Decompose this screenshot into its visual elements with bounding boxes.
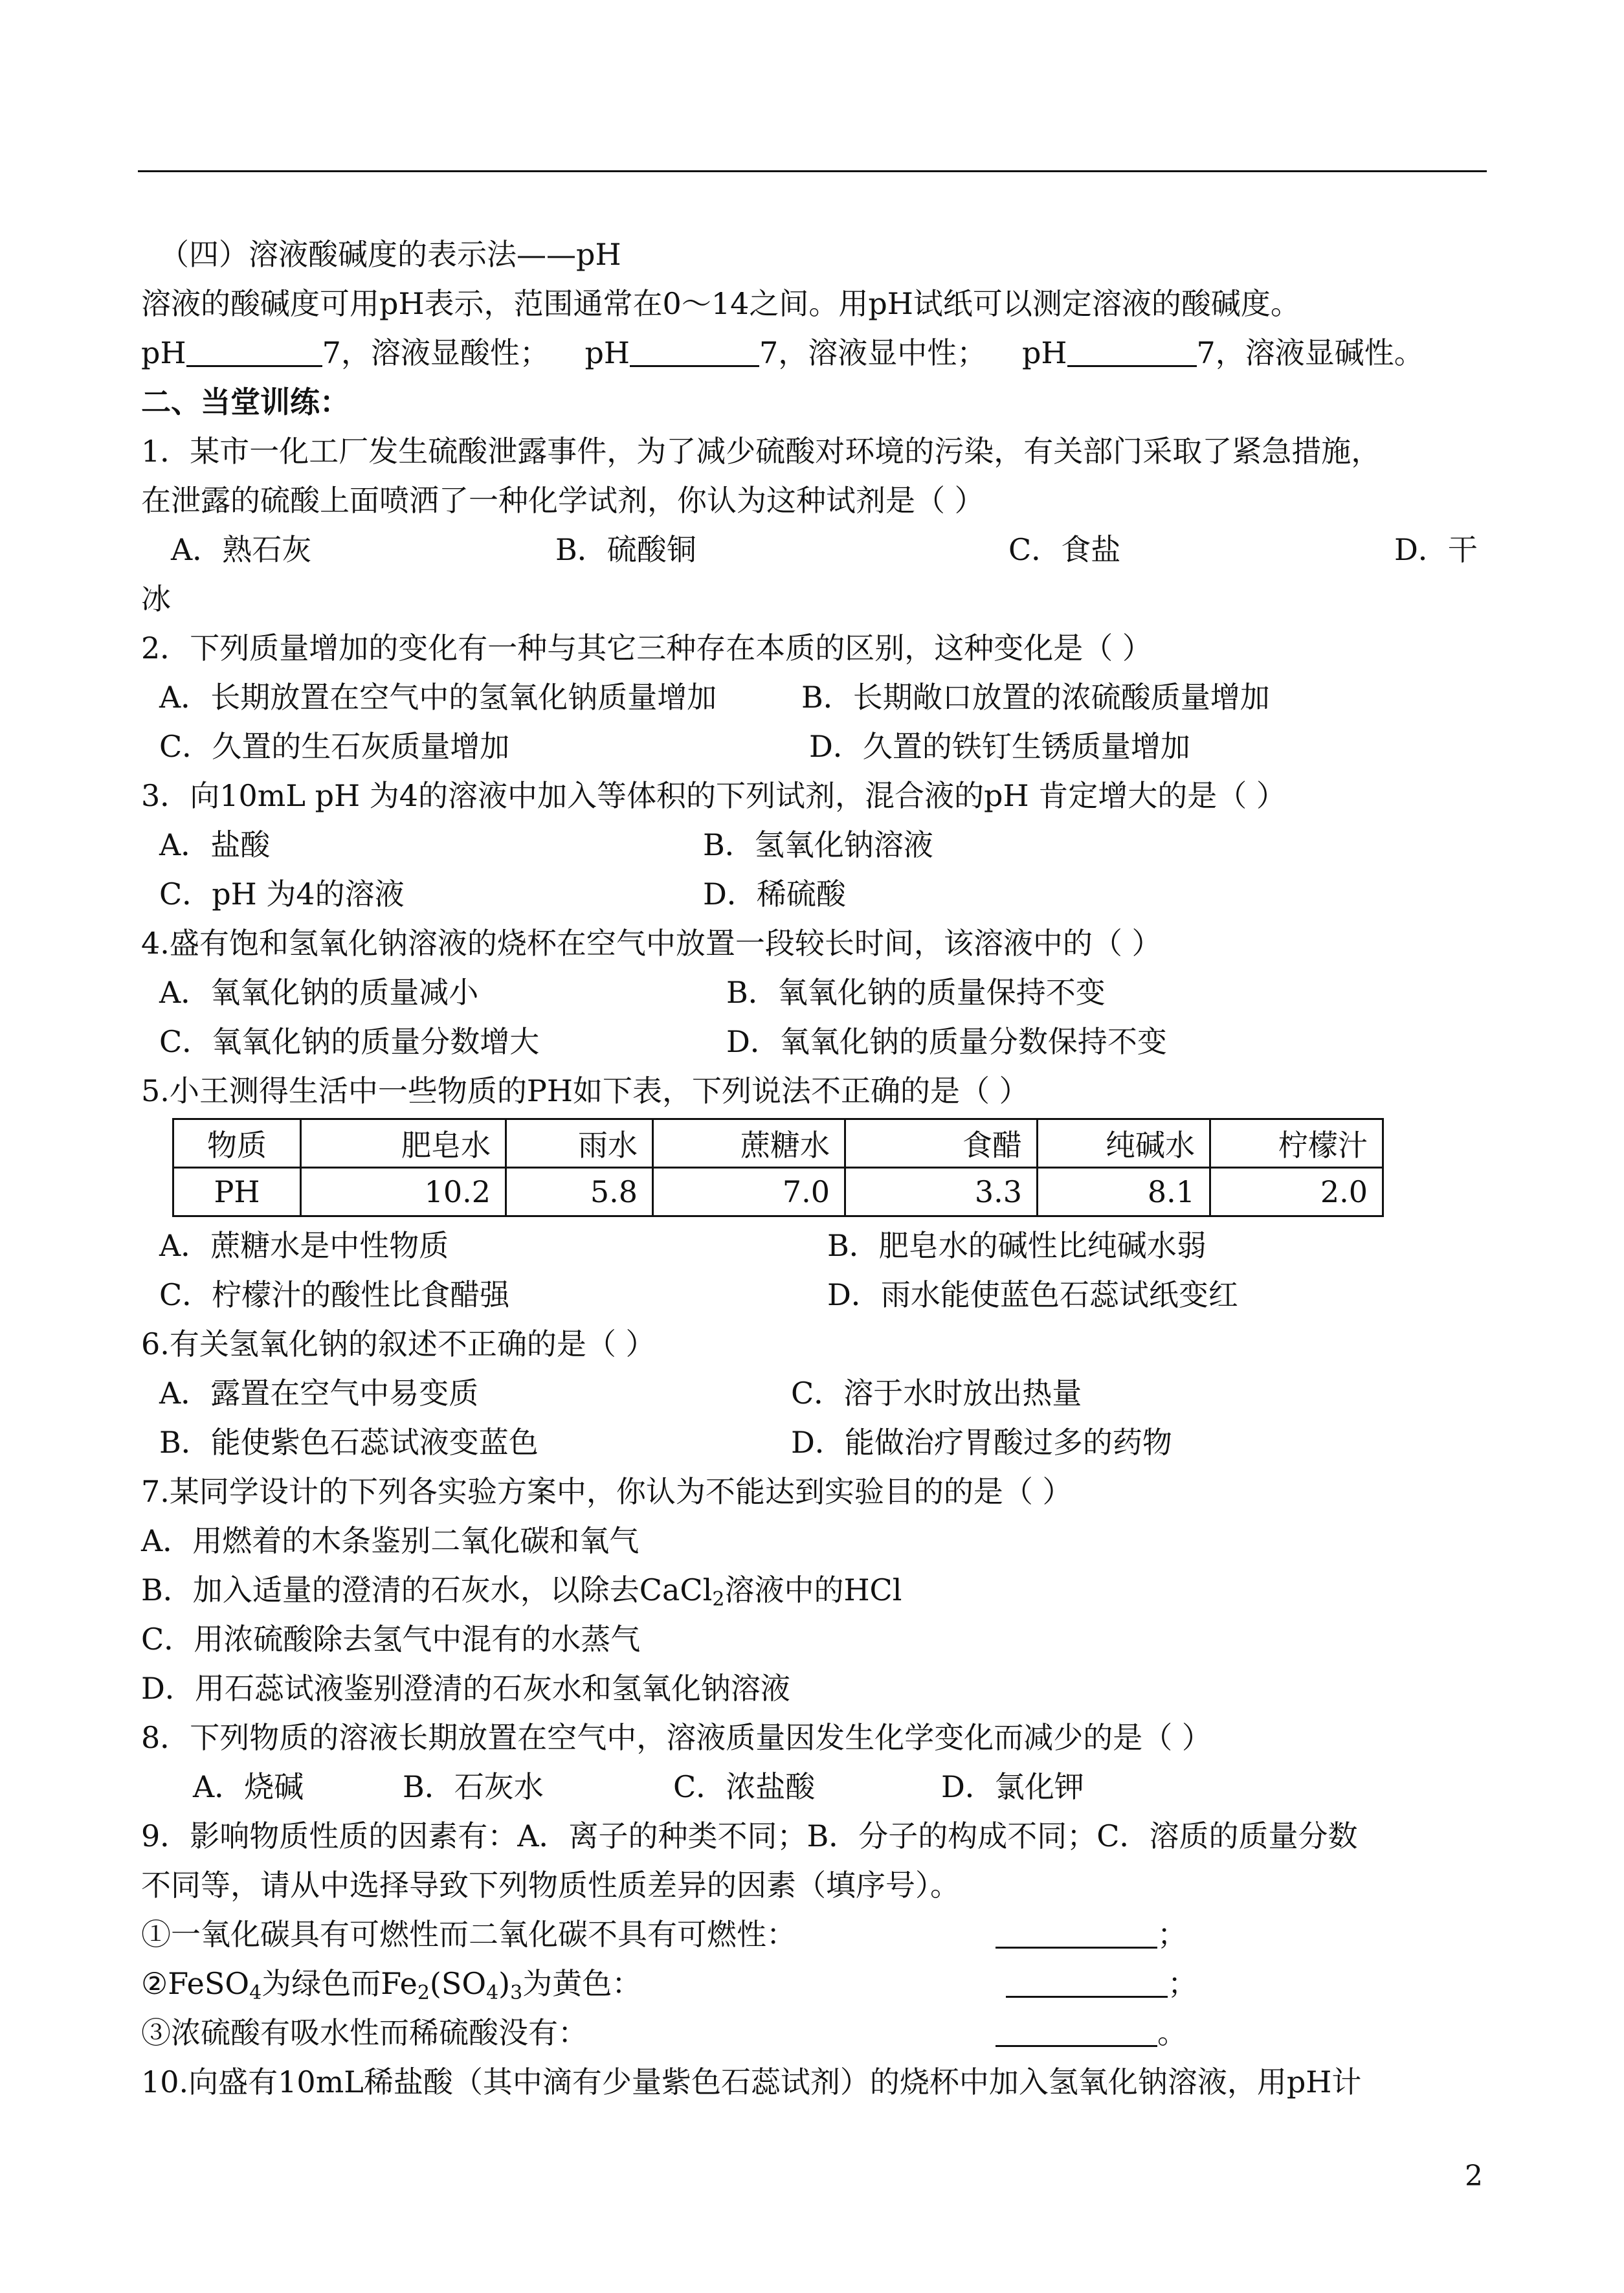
- q9-item-3-text: ③浓硫酸有吸水性而稀硫酸没有：: [141, 2015, 588, 2050]
- q5-option-b[interactable]: B．肥皂水的碱性比纯碱水弱: [827, 1228, 1207, 1263]
- q5-options-row1: [141, 1221, 1494, 1270]
- ph-acid-blank[interactable]: [186, 331, 322, 367]
- ph-table-item: 纯碱水: [1038, 1119, 1210, 1168]
- q8-option-b[interactable]: B．石灰水: [403, 1769, 544, 1804]
- q1-options: [141, 525, 1494, 574]
- q9-stem-1: 9．影响物质性质的因素有：A．离子的种类不同；B．分子的构成不同；C．溶质的质量分数: [141, 1818, 1358, 1853]
- q9-item-2-text: ): [498, 1966, 511, 2001]
- q2-option-b[interactable]: B．长期敞口放置的浓硫酸质量增加: [801, 680, 1270, 715]
- q9-subscript: 2: [417, 1982, 430, 2004]
- q9-stem-2: 不同等，请从中选择导致下列物质性质差异的因素（填序号）。: [141, 1868, 960, 1903]
- q5-stem: 5.小王测得生活中一些物质的PH如下表，下列说法不正确的是（ ）: [141, 1073, 1029, 1108]
- q9-item-2-text: 为黄色：: [522, 1966, 642, 2001]
- q9-item-2-text: ②FeSO: [141, 1966, 250, 2001]
- q7-option-c[interactable]: C．用浓硫酸除去氢气中混有的水蒸气: [141, 1622, 641, 1657]
- q7-stem: 7.某同学设计的下列各实验方案中，你认为不能达到实验目的的是（ ）: [141, 1474, 1073, 1509]
- q3-option-d[interactable]: D．稀硫酸: [703, 877, 846, 912]
- q9-item-2-text: 为绿色而Fe: [261, 1966, 417, 2001]
- ph-table-item: 柠檬汁: [1210, 1119, 1383, 1168]
- q6-option-c[interactable]: C．溶于水时放出热量: [791, 1376, 1082, 1411]
- ph-table-header-row: [173, 1119, 1383, 1168]
- q9-item-2-answer[interactable]: [1006, 1959, 1197, 2008]
- q9-subscript: 3: [510, 1982, 523, 2004]
- q4-option-d[interactable]: D．氧氧化钠的质量分数保持不变: [726, 1024, 1167, 1059]
- q1-option-d-wrap: 冰: [141, 581, 171, 616]
- q9-blank-3[interactable]: [996, 2011, 1157, 2047]
- q7-subscript: 2: [712, 1588, 725, 1611]
- ph-acid-prefix: pH: [141, 335, 186, 370]
- ph-base-prefix: pH: [1021, 335, 1067, 370]
- ph-table-value: 3.3: [845, 1168, 1038, 1216]
- ph-table-value: 8.1: [1038, 1168, 1210, 1216]
- q4-option-c[interactable]: C．氧氧化钠的质量分数增大: [159, 1024, 540, 1059]
- q5-option-d[interactable]: D．雨水能使蓝色石蕊试纸变红: [827, 1277, 1238, 1312]
- q9-item-1-end: ；: [1157, 1917, 1187, 1952]
- q8-option-c[interactable]: C．浓盐酸: [673, 1769, 816, 1804]
- q8-stem: 8．下列物质的溶液长期放置在空气中，溶液质量因发生化学变化而减少的是（ ）: [141, 1720, 1212, 1755]
- ph-table-header-label: 物质: [173, 1119, 301, 1168]
- q6-option-a[interactable]: A．露置在空气中易变质: [159, 1376, 479, 1411]
- q3-options-row2: [141, 869, 1494, 919]
- q7-option-a[interactable]: A．用燃着的木条鉴别二氧化碳和氧气: [141, 1523, 640, 1558]
- ph-acid-suffix: 7，溶液显酸性；: [322, 335, 550, 370]
- q3-stem: 3．向10mL pH 为4的溶液中加入等体积的下列试剂，混合液的pH 肯定增大的是（ ）: [141, 778, 1286, 813]
- q1-option-a[interactable]: A．熟石灰: [171, 532, 312, 567]
- ph-table-value: 2.0: [1210, 1168, 1383, 1216]
- ph-table-item: 食醋: [845, 1119, 1038, 1168]
- ph-table-item: 肥皂水: [301, 1119, 506, 1168]
- ph-neutral-prefix: pH: [584, 335, 630, 370]
- ph-table: [172, 1118, 1384, 1217]
- q3-options-row1: [141, 820, 1494, 869]
- q2-option-c[interactable]: C．久置的生石灰质量增加: [159, 729, 510, 764]
- q4-options-row2: [141, 1017, 1494, 1066]
- q3-option-c[interactable]: C．pH 为4的溶液: [159, 877, 405, 912]
- q7-option-b-text: B．加入适量的澄清的石灰水，以除去CaCl: [141, 1572, 713, 1607]
- ph-table-value: 7.0: [653, 1168, 845, 1216]
- q5-options-row2: [141, 1270, 1494, 1319]
- q4-options-row1: [141, 968, 1494, 1017]
- section-title: （四）溶液酸碱度的表示法——pH: [159, 237, 621, 272]
- ph-neutral-suffix: 7，溶液显中性；: [759, 335, 987, 370]
- section-heading: 二、当堂训练：: [141, 385, 350, 419]
- q4-option-a[interactable]: A．氧氧化钠的质量减小: [159, 975, 479, 1010]
- ph-table-row-label: PH: [173, 1168, 301, 1216]
- q7-option-b-tail: 溶液中的HCl: [724, 1572, 902, 1607]
- q1-stem-1: 1．某市一化工厂发生硫酸泄露事件，为了减少硫酸对环境的污染，有关部门采取了紧急措施，: [141, 434, 1381, 469]
- ph-table-value: 5.8: [506, 1168, 653, 1216]
- ph-intro: 溶液的酸碱度可用pH表示，范围通常在0～14之间。用pH试纸可以测定溶液的酸碱度。: [141, 286, 1300, 321]
- q6-options-row1: [141, 1369, 1494, 1418]
- q3-option-b[interactable]: B．氢氧化钠溶液: [703, 827, 933, 862]
- q6-option-d[interactable]: D．能做治疗胃酸过多的药物: [791, 1425, 1172, 1460]
- ph-table-value-row: [173, 1168, 1383, 1216]
- q1-option-c[interactable]: C．食盐: [1008, 532, 1121, 567]
- q9-item-3-end: 。: [1157, 2015, 1187, 2050]
- q1-stem-2: 在泄露的硫酸上面喷洒了一种化学试剂，你认为这种试剂是（ ）: [141, 483, 984, 518]
- q8-option-a[interactable]: A．烧碱: [193, 1769, 304, 1804]
- q9-item-1: [141, 1910, 1494, 1959]
- q9-item-1-text: ①一氧化碳具有可燃性而二氧化碳不具有可燃性：: [141, 1917, 796, 1952]
- q9-item-2-end: ；: [1168, 1966, 1197, 2001]
- q10-stem: 10.向盛有10mL稀盐酸（其中滴有少量紫色石蕊试剂）的烧杯中加入氢氧化钠溶液，用pH计: [141, 2064, 1362, 2099]
- q6-option-b[interactable]: B．能使紫色石蕊试液变蓝色: [159, 1425, 539, 1460]
- q5-option-c[interactable]: C．柠檬汁的酸性比食醋强: [159, 1277, 510, 1312]
- ph-table-item: 蔗糖水: [653, 1119, 845, 1168]
- ph-base-suffix: 7，溶液显碱性。: [1196, 335, 1424, 370]
- q8-option-d[interactable]: D．氯化钾: [941, 1769, 1084, 1804]
- q9-subscript: 4: [249, 1982, 262, 2004]
- header-rule: [138, 170, 1487, 172]
- q9-item-3-answer[interactable]: [996, 2008, 1187, 2057]
- ph-fill-line: [141, 328, 1494, 377]
- q2-stem: 2．下列质量增加的变化有一种与其它三种存在本质的区别，这种变化是（ ）: [141, 631, 1152, 666]
- q8-options: [141, 1762, 1494, 1811]
- q2-options-row1: [141, 673, 1494, 722]
- q9-item-2-text: (SO: [429, 1966, 487, 2001]
- q6-stem: 6.有关氢氧化钠的叙述不正确的是（ ）: [141, 1326, 656, 1361]
- ph-neutral-blank[interactable]: [630, 331, 759, 367]
- q5-option-a[interactable]: A．蔗糖水是中性物质: [159, 1228, 449, 1263]
- q7-option-d[interactable]: D．用石蕊试液鉴别澄清的石灰水和氢氧化钠溶液: [141, 1671, 790, 1706]
- q7-option-b[interactable]: [141, 1565, 1494, 1615]
- q9-subscript: 4: [486, 1982, 499, 2004]
- q9-blank-2[interactable]: [1006, 1962, 1168, 1998]
- document-body: [141, 230, 1494, 2107]
- ph-table-item: 雨水: [506, 1119, 653, 1168]
- ph-table-value: 10.2: [301, 1168, 506, 1216]
- q9-item-3: [141, 2008, 1494, 2057]
- page-number: 2: [1465, 2160, 1483, 2193]
- q9-item-2: [141, 1959, 1494, 2008]
- q6-options-row2: [141, 1418, 1494, 1467]
- q1-option-b[interactable]: B．硫酸铜: [555, 532, 696, 567]
- ph-base-blank[interactable]: [1067, 331, 1197, 367]
- q4-option-b[interactable]: B．氧氧化钠的质量保持不变: [726, 975, 1106, 1010]
- q3-option-a[interactable]: A．盐酸: [159, 827, 271, 862]
- q9-item-1-answer[interactable]: [996, 1910, 1187, 1959]
- q2-options-row2: [141, 722, 1494, 771]
- q4-stem: 4.盛有饱和氢氧化钠溶液的烧杯在空气中放置一段较长时间，该溶液中的（ ）: [141, 926, 1162, 961]
- q9-blank-1[interactable]: [996, 1913, 1157, 1949]
- q1-option-d[interactable]: D．干: [1394, 532, 1478, 567]
- q2-option-a[interactable]: A．长期放置在空气中的氢氧化钠质量增加: [159, 680, 717, 715]
- q2-option-d[interactable]: D．久置的铁钉生锈质量增加: [809, 729, 1190, 764]
